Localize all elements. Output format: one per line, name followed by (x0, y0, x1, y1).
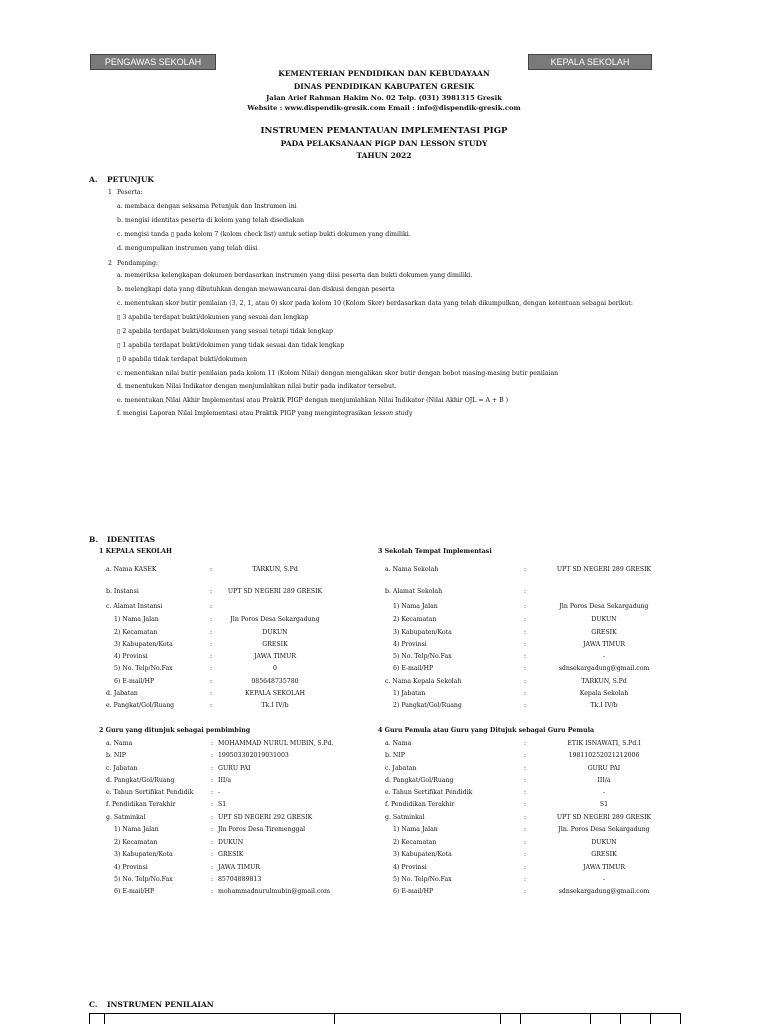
pemula-field-value: sdnsekargadung@gmail.com (558, 888, 650, 895)
table-top-border (89, 1013, 681, 1014)
kasek-field-colon: : (210, 653, 213, 660)
pembimbing-heading: 2 Guru yang ditunjuk sebagai pembimbing (99, 727, 251, 734)
pembimbing-field-value: 199503302019031003 (218, 752, 289, 759)
pemula-field-label: g. Satminkal (385, 814, 425, 821)
sekolah-field-colon: : (524, 603, 527, 610)
sekolah-field-value: JAWA TIMUR (583, 641, 625, 648)
pemula-field-label: 3) Kabupaten/Kota (393, 851, 452, 858)
sekolah-field-colon: : (524, 588, 527, 595)
pemula-field-label: c. Jabatan (385, 765, 417, 772)
kasek-field-value: JAWA TIMUR (254, 653, 296, 660)
pembimbing-field-colon: : (211, 851, 214, 858)
pembimbing-field-value: III/a (218, 777, 232, 784)
sekolah-field-colon: : (524, 616, 527, 623)
kasek-field-colon: : (210, 641, 213, 648)
sekolah-field-value: sdnsekargadung@gmail.com (558, 665, 650, 672)
table-column-divider (520, 1013, 521, 1024)
kasek-field-colon: : (210, 566, 213, 573)
pendamping-instruction-item: ▯ 2 apabila terdapat bukti/dokumen yang sesuai tetapi tidak lengkap (117, 328, 333, 335)
peserta-instruction-item: a. membaca dengan seksama Petunjuk dan Instrumen ini (117, 203, 297, 210)
sekolah-field-value: Tk.I IV/b (590, 702, 618, 709)
kasek-heading: 1 KEPALA SEKOLAH (99, 548, 172, 555)
sekolah-field-label: b. Alamat Sekolah (385, 588, 443, 595)
pendamping-instruction-item: c. menentukan nilai butir penilaian pada kolom 11 (Kolom Nilai) dengan mengalikan skor butir dengan bobot masing-masing butir penilaian (117, 370, 559, 377)
table-column-divider (500, 1013, 501, 1024)
pemula-field-label: b. NIP (385, 752, 405, 759)
pembimbing-field-label: g. Satminkal (106, 814, 146, 821)
kasek-field-label: 2) Kecamatan (114, 629, 158, 636)
section-b-letter: B. (89, 535, 98, 544)
document-title: INSTRUMEN PEMANTAUAN IMPLEMENTASI PIGP (260, 126, 508, 136)
kasek-field-value: KEPALA SEKOLAH (244, 690, 305, 697)
pemula-field-colon: : (524, 864, 527, 871)
pemula-field-value: S1 (599, 801, 609, 808)
pembimbing-field-colon: : (211, 752, 214, 759)
pemula-field-colon: : (524, 814, 527, 821)
ministry-name: KEMENTERIAN PENDIDIKAN DAN KEBUDAYAAN (278, 69, 490, 78)
pembimbing-field-colon: : (211, 826, 214, 833)
table-column-divider (89, 1013, 90, 1024)
sekolah-field-label: a. Nama Sekolah (385, 566, 439, 573)
pembimbing-field-colon: : (211, 864, 214, 871)
peserta-instruction-item: c. mengisi tanda ▯ pada kolom 7 (kolom check list) untuk setiap bukti dokumen yang dimiliki. (117, 231, 411, 238)
pengawas-sekolah-label: PENGAWAS SEKOLAH (90, 54, 216, 70)
table-column-divider (680, 1013, 681, 1024)
pendamping-instruction-item: ▯ 0 apabila tidak terdapat bukti/dokumen (117, 356, 248, 363)
pemula-field-label: 2) Kecamatan (393, 839, 437, 846)
pemula-field-value: 198110252021212006 (568, 752, 640, 759)
pemula-field-colon: : (524, 839, 527, 846)
pembimbing-field-value: S1 (218, 801, 227, 808)
kasek-field-colon: : (210, 678, 213, 685)
pembimbing-field-label: 4) Provinsi (114, 864, 148, 871)
kepala-sekolah-label: KEPALA SEKOLAH (528, 54, 652, 70)
pemula-field-label: 6) E-mail/HP (393, 888, 434, 895)
pemula-field-label: 5) No. Telp/No.Fax (393, 876, 452, 883)
table-column-divider (334, 1013, 335, 1024)
pembimbing-field-colon: : (211, 814, 214, 821)
pemula-field-value: Jln. Poros Desa Sekargadung (558, 826, 650, 833)
pemula-field-value: GRESIK (591, 851, 617, 858)
pemula-field-label: a. Nama (385, 740, 412, 747)
kasek-field-colon: : (210, 588, 213, 595)
pendamping-instruction-item: ▯ 3 apabila terdapat bukti/dokumen yang sesuai dan lengkap (117, 314, 309, 321)
kasek-field-label: b. Instansi (106, 588, 139, 595)
pembimbing-field-colon: : (211, 740, 214, 747)
sekolah-field-colon: : (524, 629, 527, 636)
pembimbing-field-value: mohammadnurulmubin@gmail.com (218, 888, 331, 895)
pemula-field-label: f. Pendidikan Terakhir (385, 801, 455, 808)
kasek-field-value: Tk.I IV/b (261, 702, 289, 709)
kasek-field-colon: : (210, 603, 213, 610)
pembimbing-field-colon: : (211, 839, 214, 846)
pendamping-number: 2 (108, 260, 112, 267)
sekolah-field-label: 2) Pangkat/Gol/Ruang (393, 702, 462, 709)
kasek-field-label: 4) Provinsi (114, 653, 148, 660)
section-a-heading: PETUNJUK (107, 175, 154, 184)
pembimbing-field-value: GRESIK (218, 851, 244, 858)
pemula-field-value: - (602, 789, 606, 796)
pemula-field-value: - (602, 876, 606, 883)
pemula-heading: 4 Guru Pemula atau Guru yang Ditujuk sebagai Guru Pemula (378, 727, 595, 734)
pembimbing-field-label: 3) Kabupaten/Kota (114, 851, 173, 858)
pemula-field-label: 4) Provinsi (393, 864, 427, 871)
kasek-field-label: d. Jabatan (106, 690, 138, 697)
pemula-field-value: GURU PAI (587, 765, 621, 772)
office-address: Jalan Arief Rahman Hakim No. 02 Telp. (031) 3981315 Gresik (266, 94, 502, 102)
pemula-field-colon: : (524, 801, 527, 808)
sekolah-field-value: UPT SD NEGERI 289 GRESIK (556, 566, 652, 573)
sekolah-field-value: TARKUN, S.Pd (581, 678, 627, 685)
section-c-letter: C. (89, 1000, 98, 1009)
pembimbing-field-colon: : (211, 801, 214, 808)
peserta-instruction-item: b. mengisi identitas peserta di kolom yang telah disediakan (117, 217, 305, 224)
pendamping-instruction-item: b. melengkapi data yang dibutuhkan dengan mewawancarai dan diskusi dengan peserta (117, 286, 395, 293)
kasek-field-label: 5) No. Telp/No.Fax (114, 665, 173, 672)
sekolah-heading: 3 Sekolah Tempat Implementasi (378, 548, 492, 555)
pembimbing-field-label: b. NIP (106, 752, 126, 759)
kasek-field-value: DUKUN (262, 629, 288, 636)
pemula-field-label: e. Tahun Sertifikat Pendidik (385, 789, 473, 796)
office-name: DINAS PENDIDIKAN KABUPATEN GRESIK (293, 82, 475, 91)
peserta-number: 1 (108, 189, 112, 196)
sekolah-field-value: DUKUN (591, 616, 617, 623)
kasek-field-label: 3) Kabupaten/Kota (114, 641, 173, 648)
pembimbing-field-colon: : (211, 765, 214, 772)
pembimbing-field-colon: : (211, 777, 214, 784)
pendamping-instruction-item: e. menentukan Nilai Akhir Implementasi atau Praktik PIGP dengan menjumlahkan Nilai Indikator (Nilai Akhir OJL = A + B ) (117, 397, 508, 404)
sekolah-field-label: 2) Kecamatan (393, 616, 437, 623)
pendamping-instruction-item: c. menentukan skor butir penilaian (3, 2, 1, atau 0) skor pada kolom 10 (Kolom Skor) berdasarkan data yang telah dikumpulkan, dengan ketentuan sebagai berikut: (117, 300, 633, 307)
kasek-field-label: 6) E-mail/HP (114, 678, 155, 685)
kasek-field-label: e. Pangkat/Gol/Ruang (106, 702, 175, 709)
pendamping-instruction-item: d. menentukan Nilai Indikator dengan menjumlahkan nilai butir pada indikator tersebut. (117, 383, 397, 390)
pemula-field-colon: : (524, 777, 527, 784)
pendamping-instruction-item: a. memeriksa kelengkapan dokumen berdasarkan instrumen yang diisi peserta dan bukti dokumen yang dimiliki. (117, 272, 473, 279)
kasek-field-colon: : (210, 690, 213, 697)
pembimbing-field-value: - (218, 789, 221, 796)
pembimbing-field-label: 1) Nama Jalan (114, 826, 159, 833)
pembimbing-field-label: e. Tahun Sertifikat Pendidik (106, 789, 194, 796)
pemula-field-value: UPT SD NEGERI 289 GRESIK (556, 814, 652, 821)
sekolah-field-label: 5) No. Telp/No.Fax (393, 653, 452, 660)
section-c-heading: INSTRUMEN PENILAIAN (107, 1000, 214, 1009)
kasek-field-label: a. Nama KASEK (106, 566, 157, 573)
pemula-field-value: JAWA TIMUR (583, 864, 625, 871)
pembimbing-field-label: f. Pendidikan Terakhir (106, 801, 176, 808)
table-column-divider (104, 1013, 105, 1024)
sekolah-field-value: GRESIK (591, 629, 617, 636)
pembimbing-field-colon: : (211, 876, 214, 883)
pembimbing-field-value: JAWA TIMUR (218, 864, 260, 871)
pembimbing-field-value: GURU PAI (218, 765, 251, 772)
table-column-divider (620, 1013, 621, 1024)
pembimbing-field-value: MOHAMMAD NURUL MUBIN, S.Pd. (218, 740, 334, 747)
kasek-field-value: 085648735780 (251, 678, 299, 685)
sekolah-field-label: 3) Kabupaten/Kota (393, 629, 452, 636)
sekolah-field-label: c. Nama Kepala Sekolah (385, 678, 462, 685)
pembimbing-field-value: 85704889813 (218, 876, 262, 883)
pembimbing-field-colon: : (211, 888, 214, 895)
pemula-field-label: d. Pangkat/Gol/Ruang (385, 777, 454, 784)
pembimbing-field-value: Jln Poros Desa Tiremenggal (218, 826, 306, 833)
pemula-field-colon: : (524, 851, 527, 858)
peserta-instruction-item: d. mengumpulkan instrumen yang telah diisi (117, 245, 258, 252)
pemula-field-colon: : (524, 740, 527, 747)
document-year: TAHUN 2022 (356, 151, 412, 160)
document-subtitle: PADA PELAKSANAAN PIGP DAN LESSON STUDY (280, 139, 488, 148)
sekolah-field-label: 6) E-mail/HP (393, 665, 434, 672)
pemula-field-colon: : (524, 752, 527, 759)
pembimbing-field-value: UPT SD NEGERI 292 GRESIK (218, 814, 313, 821)
kasek-field-value: GRESIK (262, 641, 288, 648)
sekolah-field-colon: : (524, 653, 527, 660)
pemula-field-colon: : (524, 765, 527, 772)
sekolah-field-label: 1) Nama Jalan (393, 603, 438, 610)
kasek-field-label: 1) Nama Jalan (114, 616, 159, 623)
sekolah-field-label: 1) Jabatan (393, 690, 426, 697)
kasek-field-label: c. Alamat Instansi (106, 603, 163, 610)
kasek-field-colon: : (210, 616, 213, 623)
pemula-field-value: ETIK ISNAWATI, S.Pd.I (567, 740, 641, 747)
pendamping-label: Pendamping: (117, 260, 159, 267)
sekolah-field-value: Kepala Sekolah (579, 690, 629, 697)
pemula-field-colon: : (524, 789, 527, 796)
pembimbing-field-label: d. Pangkat/Gol/Ruang (106, 777, 175, 784)
sekolah-field-value: Jln Poros Desa Sekargadung (559, 603, 649, 610)
pembimbing-field-label: 5) No. Telp/No.Fax (114, 876, 173, 883)
pembimbing-field-label: a. Nama (106, 740, 133, 747)
pendamping-instruction-item: ▯ 1 apabila terdapat bukti/dokumen yang tidak sesuai dan tidak lengkap (117, 342, 345, 349)
pembimbing-field-label: c. Jabatan (106, 765, 138, 772)
section-b-heading: IDENTITAS (107, 535, 156, 544)
pemula-field-label: 1) Nama Jalan (393, 826, 438, 833)
kasek-field-value: UPT SD NEGERI 289 GRESIK (227, 588, 323, 595)
pembimbing-field-value: DUKUN (218, 839, 244, 846)
kasek-field-colon: : (210, 665, 213, 672)
table-column-divider (590, 1013, 591, 1024)
pemula-field-colon: : (524, 826, 527, 833)
kasek-field-colon: : (210, 702, 213, 709)
sekolah-field-label: 4) Provinsi (393, 641, 427, 648)
sekolah-field-colon: : (524, 566, 527, 573)
pembimbing-field-label: 2) Kecamatan (114, 839, 158, 846)
sekolah-field-colon: : (524, 641, 527, 648)
kasek-field-value: Jln Poros Desa Sekargadung (230, 616, 320, 623)
peserta-label: Peserta: (117, 189, 143, 196)
pembimbing-field-colon: : (211, 789, 214, 796)
pemula-field-colon: : (524, 876, 527, 883)
pembimbing-field-label: 6) E-mail/HP (114, 888, 155, 895)
sekolah-field-colon: : (524, 678, 527, 685)
kasek-field-value: 0 (273, 665, 277, 672)
sekolah-field-colon: : (524, 665, 527, 672)
kasek-field-value: TARKUN, S.Pd (252, 566, 298, 573)
pendamping-instruction-item: f. mengisi Laporan Nilai Implementasi atau Praktik PIGP yang mengintegrasikan lesson study (117, 410, 413, 417)
table-column-divider (650, 1013, 651, 1024)
pemula-field-colon: : (524, 888, 527, 895)
section-a-letter: A. (89, 175, 98, 184)
lesson-study-italic: lesson study (373, 410, 413, 417)
sekolah-field-colon: : (524, 690, 527, 697)
sekolah-field-colon: : (524, 702, 527, 709)
pemula-field-value: III/a (597, 777, 611, 784)
kasek-field-colon: : (210, 629, 213, 636)
pemula-field-value: DUKUN (591, 839, 617, 846)
sekolah-field-value: - (602, 653, 606, 660)
office-contact: Website : www.dispendik-gresik.com Email : info@dispendik-gresik.com (247, 104, 521, 112)
